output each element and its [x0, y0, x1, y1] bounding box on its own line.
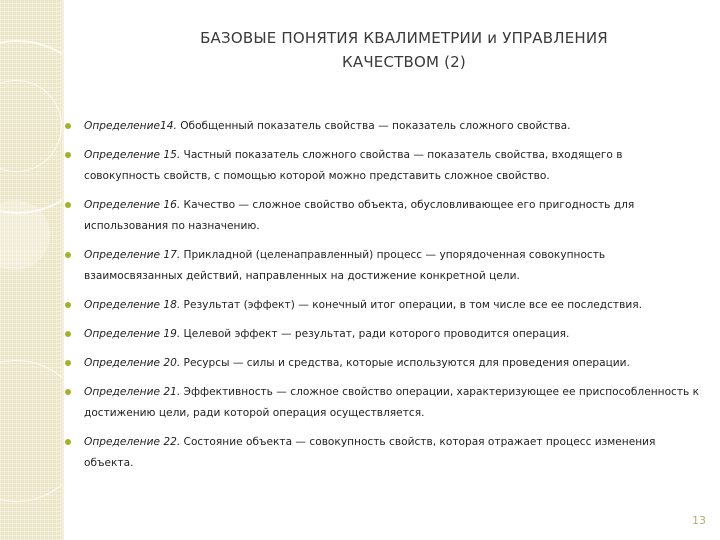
- definition-term: Определение 18.: [84, 299, 181, 311]
- slide-title: [84, 26, 720, 74]
- definition-item: [62, 116, 702, 137]
- definition-text: Ресурсы — силы и средства, которые используются для проведения операции.: [180, 357, 630, 369]
- decorative-sidebar: [0, 0, 62, 540]
- slide-title-line-1: БАЗОВЫЕ ПОНЯТИЯ КВАЛИМЕТРИИ и УПРАВЛЕНИЯ: [200, 29, 608, 47]
- bullet-icon: [65, 360, 71, 366]
- definition-item: [62, 295, 702, 316]
- bullet-icon: [65, 331, 71, 337]
- definition-text: Прикладной (целенаправленный) процесс — упорядоченная совокупность взаимосвязанных действий, направленных на достижение конкретной цели.: [84, 249, 606, 282]
- definition-text: Частный показатель сложного свойства — показатель свойства, входящего в совокупность свойств, с помощью которой можно представить сложное свойство.: [84, 149, 623, 182]
- definition-term: Определение 17.: [84, 249, 181, 261]
- definition-term: Определение14.: [84, 120, 177, 132]
- decorative-circle: [0, 200, 50, 270]
- definition-term: Определение 21.: [84, 386, 181, 398]
- definition-item: [62, 382, 702, 424]
- definition-term: Определение 15.: [84, 149, 181, 161]
- definition-item: [62, 324, 702, 345]
- definition-term: Определение 19.: [84, 328, 181, 340]
- definition-item: [62, 145, 702, 187]
- definition-item: [62, 195, 702, 237]
- definition-term: Определение 20.: [84, 357, 181, 369]
- bullet-icon: [65, 152, 71, 158]
- bullet-icon: [65, 123, 71, 129]
- definition-text: Состояние объекта — совокупность свойств, которая отражает процесс изменения объекта.: [84, 436, 656, 469]
- decorative-circle: [0, 360, 62, 502]
- definition-term: Определение 16.: [84, 199, 181, 211]
- definition-text: Результат (эффект) — конечный итог операции, в том числе все ее последствия.: [180, 299, 642, 311]
- slide-title-line-2: КАЧЕСТВОМ (2): [342, 53, 466, 71]
- bullet-icon: [65, 389, 71, 395]
- definitions-list: [62, 116, 702, 482]
- definition-item: [62, 353, 702, 374]
- bullet-icon: [65, 302, 71, 308]
- definition-text: Обобщенный показатель свойства — показатель сложного свойства.: [176, 120, 571, 132]
- bullet-icon: [65, 252, 71, 258]
- definition-text: Целевой эффект — результат, ради которого проводится операция.: [180, 328, 570, 340]
- page-number: 13: [692, 514, 706, 527]
- definition-term: Определение 22.: [84, 436, 181, 448]
- bullet-icon: [65, 439, 71, 445]
- definition-text: Эффективность — сложное свойство операции, характеризующее ее приспособленность к достижению цели, ради которой операция осуществляется.: [84, 386, 700, 419]
- definition-item: [62, 432, 702, 474]
- definition-text: Качество — сложное свойство объекта, обусловливающее его пригодность для использования по назначению.: [84, 199, 635, 232]
- definition-item: [62, 245, 702, 287]
- bullet-icon: [65, 202, 71, 208]
